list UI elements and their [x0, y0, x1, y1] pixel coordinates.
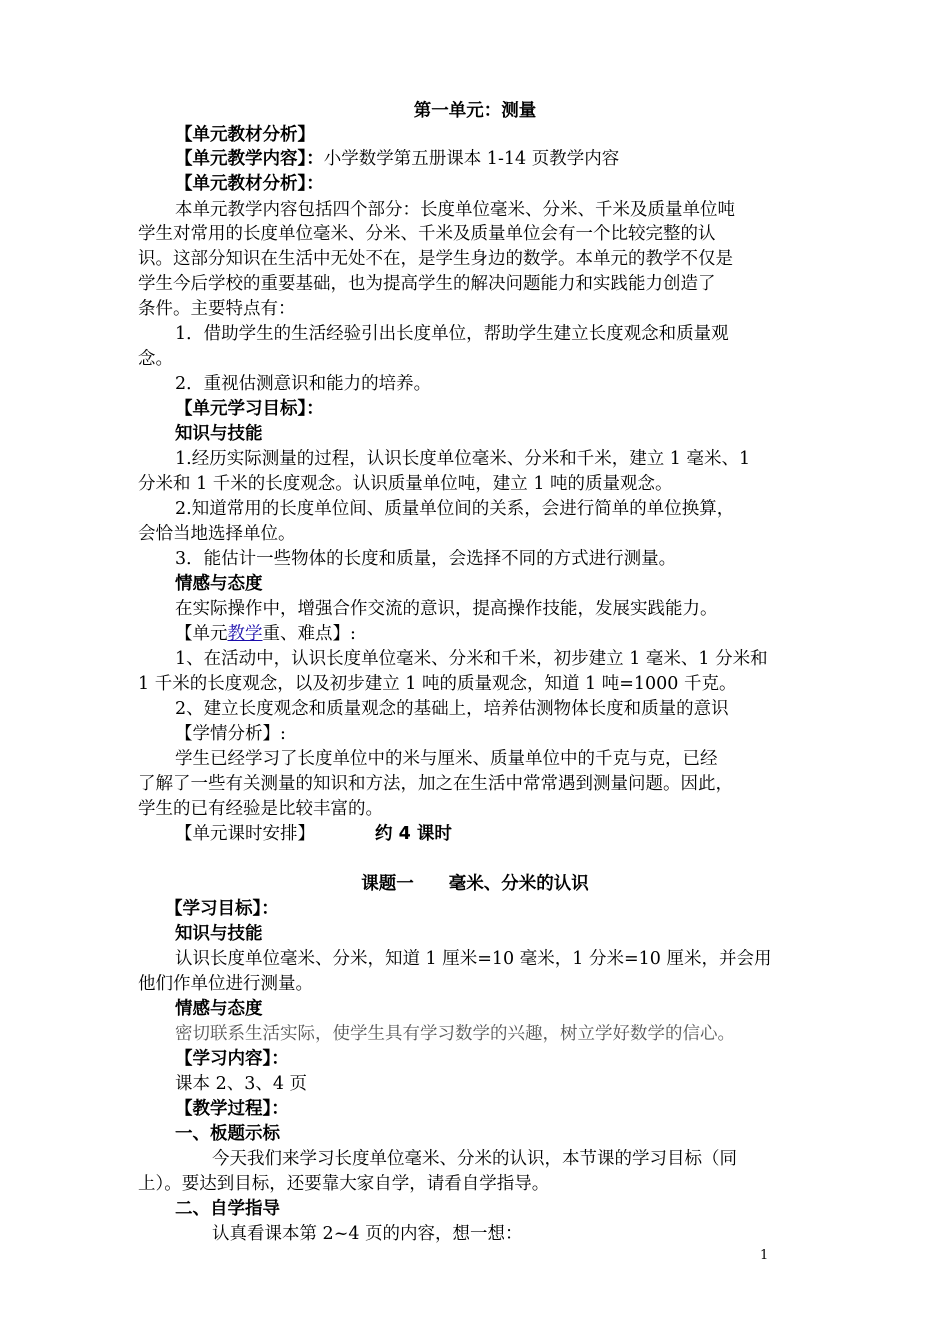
section-heading: 【学情分析】:: [175, 724, 286, 744]
teaching-link[interactable]: 教学: [227, 624, 263, 644]
section-heading: 【教学过程】：: [175, 1099, 289, 1119]
section-heading: [175, 622, 770, 646]
paragraph-line: 念。: [138, 349, 173, 369]
unit-title: 第一单元：测量: [413, 101, 537, 121]
paragraph-line: 认识长度单位毫米、分米，知道 1 厘米=10 毫米，1 分米=10 厘米，并会用: [175, 949, 772, 969]
paragraph-line: [175, 147, 770, 171]
subheading: 一、板题示标: [175, 1124, 280, 1144]
text-span: 小学数学第五册课本 1-14 页教学内容: [323, 149, 620, 169]
section-heading: 【学习内容】：: [175, 1049, 289, 1069]
paragraph-line: 2．重视估测意识和能力的培养。: [175, 374, 432, 394]
paragraph-line: 2、建立长度观念和质量观念的基础上，培养估测物体长度和质量的意识: [175, 699, 729, 719]
lesson-title: 课题一 毫米、分米的认识: [361, 874, 589, 894]
paragraph-line: 课本 2、3、4 页: [175, 1074, 308, 1094]
text-span: 【单元: [175, 624, 228, 644]
paragraph-line: 1 千米的长度观念，以及初步建立 1 吨的质量观念，知道 1 吨=1000 千克。: [138, 674, 737, 694]
section-heading: 【单元教材分析】：: [175, 174, 324, 194]
paragraph-line: 会恰当地选择单位。: [138, 524, 296, 544]
paragraph-line: 学生的已有经验是比较丰富的。: [138, 799, 383, 819]
paragraph-line: 2.知道常用的长度单位间、质量单位间的关系，会进行简单的单位换算，: [175, 499, 735, 519]
page-number: 1: [760, 1248, 769, 1263]
paragraph-line: 学生今后学校的重要基础，也为提高学生的解决问题能力和实践能力创造了: [138, 274, 716, 294]
paragraph-line: 分米和 1 千米的长度观念。认识质量单位吨，建立 1 吨的质量观念。: [138, 474, 673, 494]
subheading: 知识与技能: [175, 924, 263, 944]
period-count: 约 4 课时: [375, 824, 452, 844]
paragraph-line: 在实际操作中，增强合作交流的意识，提高操作技能，发展实践能力。: [175, 599, 718, 619]
paragraph-line: 今天我们来学习长度单位毫米、分米的认识，本节课的学习目标（同: [212, 1149, 737, 1169]
section-heading: 【单元学习目标】：: [175, 399, 324, 419]
section-heading: 【学习目标】：: [165, 899, 279, 919]
subheading: 知识与技能: [175, 424, 263, 444]
paragraph-line: 3．能估计一些物体的长度和质量，会选择不同的方式进行测量。: [175, 549, 677, 569]
paragraph-line: 他们作单位进行测量。: [138, 974, 313, 994]
paragraph-line: 识。这部分知识在生活中无处不在，是学生身边的数学。本单元的教学不仅是: [138, 249, 733, 269]
paragraph-line: [175, 822, 770, 846]
section-heading: 【单元教材分析】: [175, 125, 315, 145]
paragraph-line: 学生已经学习了长度单位中的米与厘米、质量单位中的千克与克，已经: [175, 749, 718, 769]
paragraph-line: 学生对常用的长度单位毫米、分米、千米及质量单位会有一个比较完整的认: [138, 224, 716, 244]
paragraph-line: 条件。主要特点有：: [138, 299, 296, 319]
text-span: 重、难点】:: [262, 624, 356, 644]
paragraph-line: 1．借助学生的生活经验引出长度单位，帮助学生建立长度观念和质量观: [175, 324, 729, 344]
paragraph-line: 密切联系生活实际，使学生具有学习数学的兴趣，树立学好数学的信心。: [175, 1024, 735, 1044]
paragraph-line: 1.经历实际测量的过程，认识长度单位毫米、分米和千米，建立 1 毫米、1: [175, 449, 751, 469]
paragraph-line: 了解了一些有关测量的知识和方法，加之在生活中常常遇到测量问题。因此，: [138, 774, 733, 794]
section-heading: 【单元教学内容】：: [175, 149, 324, 169]
paragraph-line: 认真看课本第 2~4 页的内容，想一想：: [212, 1224, 523, 1244]
subheading: 情感与态度: [175, 574, 263, 594]
paragraph-line: 1、在活动中，认识长度单位毫米、分米和千米，初步建立 1 毫米、1 分米和: [175, 649, 768, 669]
paragraph-line: 本单元教学内容包括四个部分：长度单位毫米、分米、千米及质量单位吨: [175, 200, 735, 220]
paragraph-line: 上）。要达到目标，还要靠大家自学，请看自学指导。: [138, 1174, 550, 1194]
subheading: 二、自学指导: [175, 1199, 280, 1219]
subheading: 情感与态度: [175, 999, 263, 1019]
section-heading: 【单元课时安排】: [175, 824, 315, 844]
